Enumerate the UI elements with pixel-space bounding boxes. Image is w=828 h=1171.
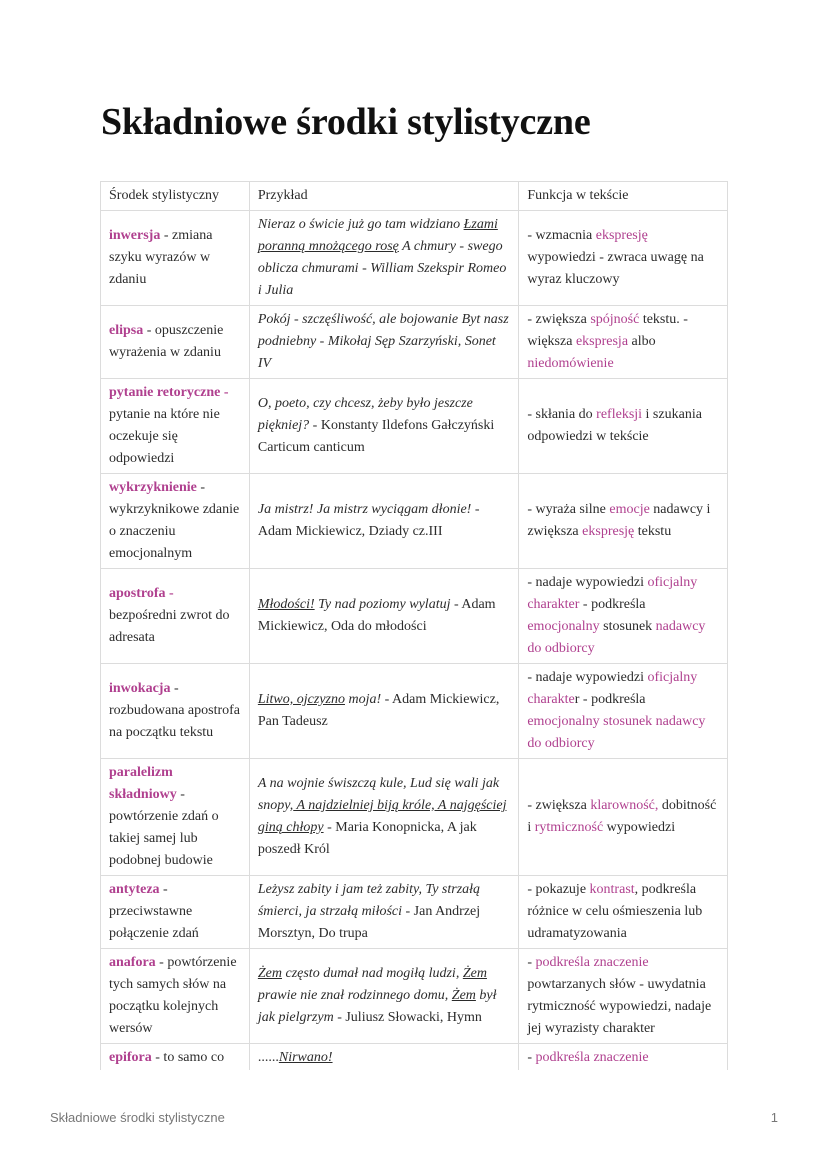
function-text: stosunek	[599, 619, 656, 634]
example-cell	[249, 379, 518, 474]
device-term: apostrofa -	[109, 586, 174, 601]
table-row	[101, 949, 728, 1044]
function-text: powtarzanych słów - uwydatnia rytmiczność wypowiedzi, nadaje jej wyrazisty charakter	[527, 977, 712, 1036]
function-highlight: spójność	[590, 312, 640, 327]
function-highlight: oficjalny charakter	[527, 575, 698, 612]
function-text: - zwiększa	[527, 798, 591, 813]
device-term: pytanie retoryczne -	[109, 385, 229, 400]
example-cell	[249, 664, 518, 759]
function-highlight: niedomówienie	[527, 356, 614, 371]
stylistic-devices-table	[100, 181, 728, 1084]
device-definition: - to samo co	[151, 1050, 225, 1065]
function-highlight: oficjalny charakte	[527, 670, 698, 707]
function-cell	[519, 949, 728, 1044]
function-highlight: emocjonalny	[527, 619, 600, 634]
function-text: - pokazuje	[527, 882, 590, 897]
example-underlined: Młodości!	[257, 597, 315, 612]
table-row	[101, 474, 728, 569]
example-cell	[249, 876, 518, 949]
device-cell	[101, 759, 250, 876]
function-cell	[519, 759, 728, 876]
function-highlight: refleksji	[596, 407, 643, 422]
example-underlined: Nirwano!	[278, 1050, 333, 1065]
function-text: - wzmacnia	[527, 228, 596, 243]
device-term: antyteza	[109, 882, 160, 897]
table-row	[101, 759, 728, 876]
example-text: Ja mistrz! Ja mistrz wyciągam dłonie!	[257, 502, 472, 517]
example-cell	[249, 306, 518, 379]
example-text: ......	[257, 1050, 279, 1065]
function-highlight: rytmiczność	[534, 820, 604, 835]
example-cell	[249, 211, 518, 306]
function-text: -	[527, 955, 536, 970]
table-row	[101, 876, 728, 949]
function-cell	[519, 211, 728, 306]
function-text: dobitność i	[527, 798, 717, 835]
function-text: tekstu	[634, 524, 672, 539]
function-highlight: ekspresję	[582, 524, 635, 539]
function-text: - skłania do	[527, 407, 597, 422]
example-source: - Juliusz Słowacki, Hymn	[333, 1010, 482, 1025]
device-definition: - powtórzenie tych samych słów na początku kolejnych wersów	[109, 955, 237, 1036]
device-definition: - opuszczenie wyrażenia w zdaniu	[109, 323, 224, 360]
example-underlined: Litwo, ojczyzno	[257, 692, 345, 707]
device-cell	[101, 379, 250, 474]
function-text: wypowiedzi	[603, 820, 676, 835]
table-row	[101, 306, 728, 379]
function-text: tekstu. - większa	[527, 312, 688, 349]
function-cell	[519, 876, 728, 949]
example-cell	[249, 759, 518, 876]
example-source: - Konstanty Ildefons Gałczyński Carticum canticum	[257, 418, 495, 455]
device-cell	[101, 876, 250, 949]
device-definition: - zmiana szyku wyrazów w zdaniu	[109, 228, 213, 287]
footer-title: Składniowe środki stylistyczne	[50, 1110, 225, 1125]
example-underlined: A najdzielniej biją króle, A najgęściej giną chłopy	[257, 798, 507, 835]
function-highlight: emocje	[609, 502, 650, 517]
function-highlight: podkreśla znaczenie	[535, 955, 649, 970]
example-text: Leżysz zabity i jam też zabity, Ty strzałą śmierci, ja strzałą miłości	[257, 882, 481, 919]
function-text: r - podkreśla	[574, 692, 646, 707]
function-text: - nadaje wypowiedzi	[527, 670, 648, 685]
example-source: - Maria Konopnicka, A jak poszedł Król	[257, 820, 477, 857]
example-text: Pokój - szczęśliwość, ale bojowanie Byt nasz podniebny - Mikołaj Sęp Szarzyński, Sonet IV	[257, 312, 509, 371]
example-underlined: Żem	[462, 966, 487, 981]
column-header: Funkcja w tekście	[519, 182, 728, 211]
device-term: epifora	[109, 1050, 152, 1065]
table-row	[101, 569, 728, 664]
function-cell	[519, 664, 728, 759]
function-text: - zwiększa	[527, 312, 591, 327]
function-text: -	[527, 1050, 536, 1065]
function-text: - nadaje wypowiedzi	[527, 575, 648, 590]
example-text: A chmury - swego oblicza chmurami - William Szekspir Romeo i Julia	[257, 239, 507, 298]
function-text: , podkreśla różnice w celu ośmieszenia lub udramatyzowania	[527, 882, 703, 941]
example-source: - Adam Mickiewicz, Oda do młodości	[257, 597, 496, 634]
example-source: - Adam Mickiewicz, Dziady cz.III	[257, 502, 480, 539]
example-text: moja!	[344, 692, 382, 707]
function-text: wypowiedzi - zwraca uwagę na wyraz kluczowy	[527, 250, 704, 287]
page-number: 1	[770, 1110, 778, 1125]
device-definition: pytanie na które nie oczekuje się odpowiedzi	[109, 407, 220, 466]
device-cell	[101, 664, 250, 759]
device-term: elipsa	[109, 323, 144, 338]
page-title: Składniowe środki stylistyczne	[101, 101, 591, 143]
example-text: Ty nad poziomy wylatuj	[314, 597, 451, 612]
function-highlight: nadawcy do odbiorcy	[527, 619, 706, 656]
example-underlined: Żem	[451, 988, 476, 1003]
example-text: O, poeto, czy chcesz, żeby było jeszcze piękniej?	[257, 396, 473, 433]
function-cell	[519, 474, 728, 569]
device-definition: - wykrzyknikowe zdanie o znaczeniu emocjonalnym	[109, 480, 240, 561]
example-text: Nieraz o świcie już go tam widziano	[257, 217, 464, 232]
example-underlined: Łzami poranną mnożącego rosę	[257, 217, 498, 254]
function-cell	[519, 379, 728, 474]
example-cell	[249, 569, 518, 664]
column-header: Przykład	[249, 182, 518, 211]
example-source: - Adam Mickiewicz, Pan Tadeusz	[257, 692, 500, 729]
function-highlight: kontrast	[589, 882, 635, 897]
device-term: paralelizm składniowy	[109, 765, 177, 802]
device-cell	[101, 949, 250, 1044]
example-cell	[249, 949, 518, 1044]
function-highlight: podkreśla znaczenie	[535, 1050, 649, 1065]
function-text: - wyraża silne	[527, 502, 610, 517]
device-cell	[101, 474, 250, 569]
device-term: anafora	[109, 955, 156, 970]
function-highlight: ekspresję	[595, 228, 648, 243]
function-text: - podkreśla	[579, 597, 646, 612]
table-row	[101, 379, 728, 474]
page-break-mask	[0, 1070, 828, 1100]
device-definition: - powtórzenie zdań o takiej samej lub podobnej budowie	[109, 787, 219, 868]
function-highlight: emocjonalny stosunek nadawcy do odbiorcy	[527, 714, 706, 751]
device-cell	[101, 306, 250, 379]
device-term: inwersja	[109, 228, 161, 243]
example-underlined: Żem	[257, 966, 282, 981]
example-text: był jak pielgrzym	[257, 988, 497, 1025]
table-row	[101, 211, 728, 306]
device-definition: bezpośredni zwrot do adresata	[109, 608, 230, 645]
device-term: wykrzyknienie	[109, 480, 197, 495]
device-cell	[101, 569, 250, 664]
function-cell	[519, 569, 728, 664]
table-header-row	[101, 182, 728, 211]
function-text: albo	[628, 334, 656, 349]
table-row	[101, 664, 728, 759]
device-term: inwokacja	[109, 681, 171, 696]
column-header: Środek stylistyczny	[101, 182, 250, 211]
function-text: nadawcy i zwiększa	[527, 502, 711, 539]
function-text: i szukania odpowiedzi w tekście	[527, 407, 702, 444]
function-highlight: ekspresja	[575, 334, 629, 349]
device-definition: - przeciwstawne połączenie zdań	[109, 882, 199, 941]
function-highlight: klarowność,	[590, 798, 659, 813]
device-cell	[101, 211, 250, 306]
example-cell	[249, 474, 518, 569]
example-source: - Jan Andrzej Morsztyn, Do trupa	[257, 904, 481, 941]
example-text: prawie nie znał rodzinnego domu,	[257, 988, 452, 1003]
example-text: A na wojnie świszczą kule, Lud się wali jak snopy,	[257, 776, 500, 813]
example-text: często dumał nad mogiłą ludzi,	[281, 966, 463, 981]
function-cell	[519, 306, 728, 379]
device-definition: - rozbudowana apostrofa na początku tekstu	[109, 681, 241, 740]
